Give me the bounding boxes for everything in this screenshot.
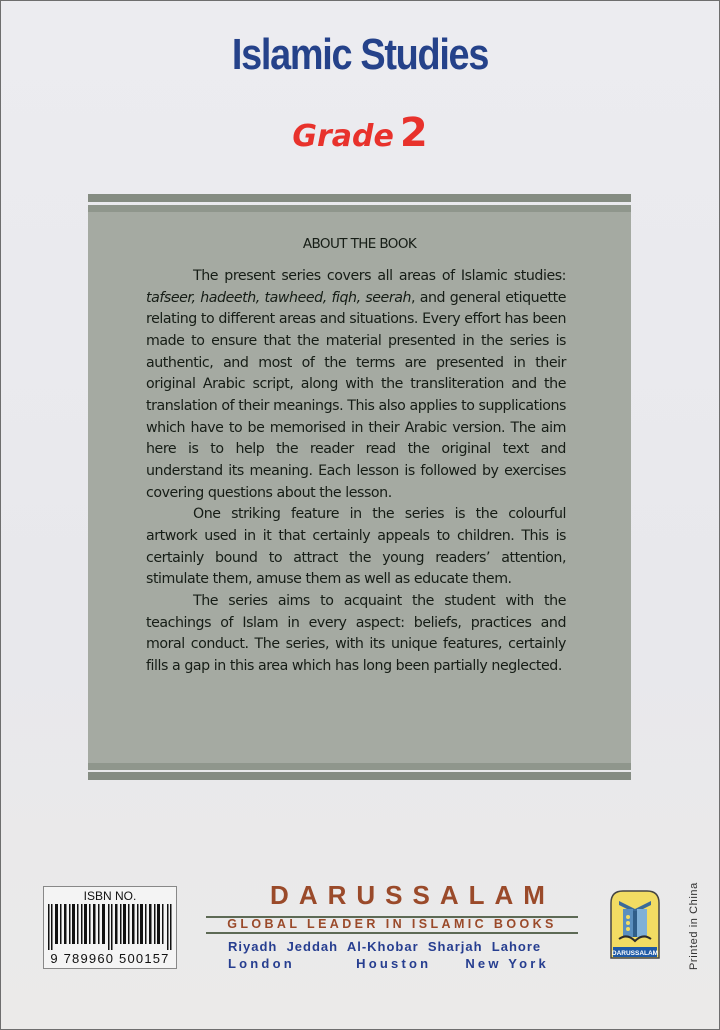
publisher-cities-line2: London Houston New York [228, 956, 549, 971]
svg-text:DARUSSALAM: DARUSSALAM [611, 950, 659, 957]
panel-top-rule [88, 194, 631, 202]
isbn-number: 9 789960 500157 [50, 951, 170, 966]
about-heading: ABOUT THE BOOK [302, 236, 417, 252]
grade-number: 2 [399, 110, 428, 156]
about-terms-italic: tafseer, hadeeth, tawheed, fiqh, seerah [146, 289, 411, 306]
about-text [146, 266, 566, 677]
about-paragraph: The series aims to acquaint the student with the teachings of Islam in every aspect: beliefs, practices and moral conduct. The series, with its unique features, certainly fills a gap in this area which has long been partially neglected. [146, 592, 566, 674]
publisher-tagline: GLOBAL LEADER IN ISLAMIC BOOKS [227, 917, 557, 931]
barcode-icon [48, 904, 174, 950]
about-paragraph: One striking feature in the series is the colourful artwork used in it that certainly appeals to children. This is certainly bound to attract the young readers’ attention, stimulate them, amuse them as well as educate them. [146, 506, 566, 588]
grade-word: Grade [292, 119, 394, 154]
book-minaret-logo-icon [609, 889, 661, 960]
about-text-run: The present series covers all areas of Islamic studies: [193, 268, 566, 284]
panel-bottom-rule-inner [88, 763, 631, 770]
about-text-run: , and general etiquette relating to different areas and situations. Every effort has been made to ensure that the material presented in the series is authentic, and most of the terms are presented in their original Arabic script, along with the transliteration and the translation of their meanings. This also applies to supplications which have to be memorised in their Arabic version. The aim here is to help the reader read the original text and understand its meaning. Each lesson is followed by exercises covering questions about the lesson. [146, 289, 566, 501]
grade-label [0, 110, 720, 156]
panel-top-rule-inner [88, 205, 631, 212]
isbn-label: ISBN NO. [83, 889, 137, 903]
about-paragraph [146, 266, 566, 504]
publisher-cities-line1: Riyadh Jeddah Al-Khobar Sharjah Lahore [228, 939, 542, 954]
book-title: Islamic Studies [231, 30, 489, 79]
publisher-name: DARUSSALAM [270, 880, 555, 910]
printed-in-china: Printed in China [688, 882, 700, 970]
publisher-rule-bottom [206, 932, 578, 934]
panel-bottom-rule [88, 772, 631, 780]
